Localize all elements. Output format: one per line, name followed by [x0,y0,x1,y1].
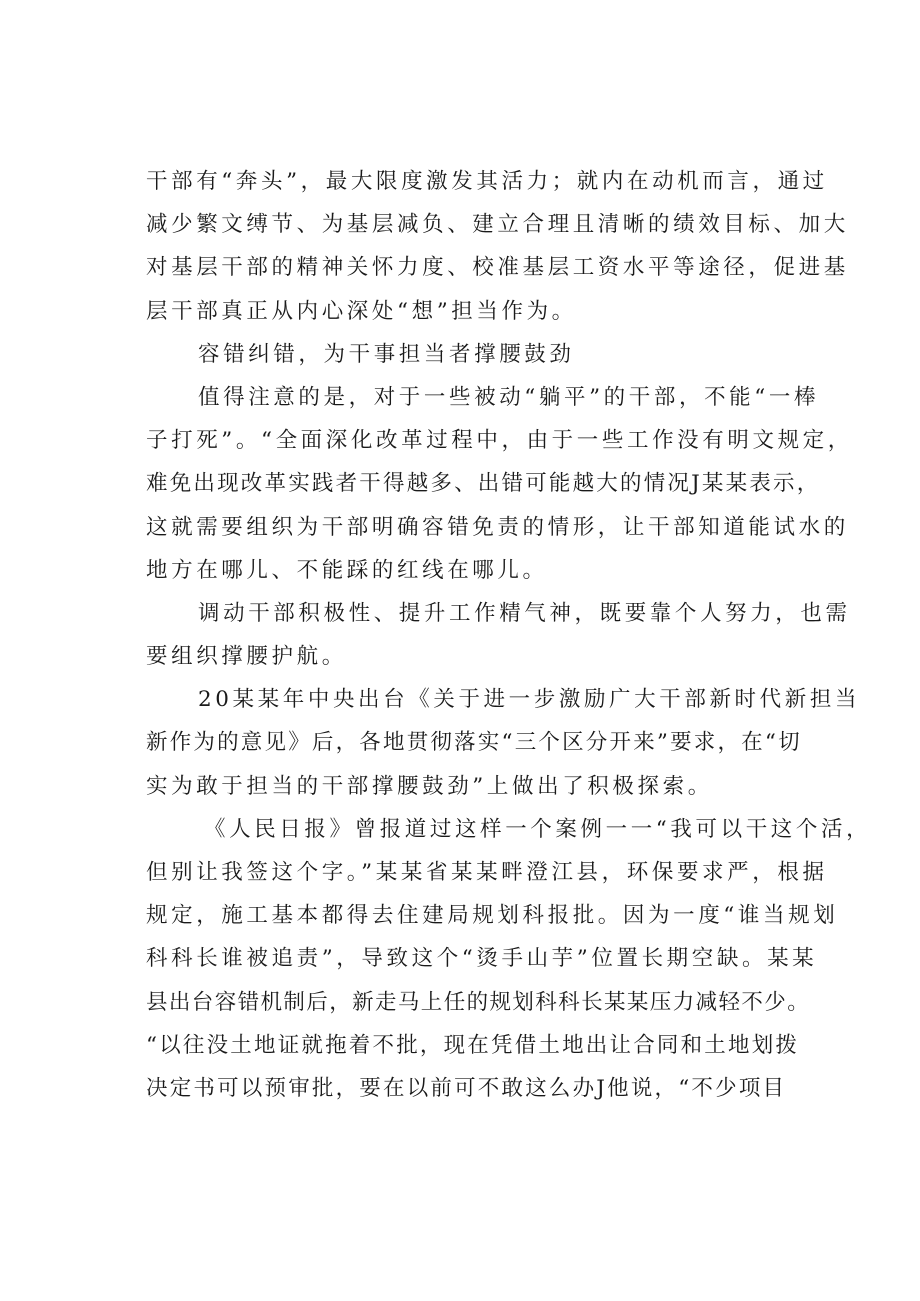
text-line: 减少繁文缚节、为基层减负、建立合理且清晰的绩效目标、加大 [146,212,849,238]
article-body [146,160,872,1110]
section-heading: 容错纠错，为干事担当者撑腰鼓劲 [198,341,575,367]
text-line: 对基层干部的精神关怀力度、校准基层工资水平等途径，促进基 [146,255,849,281]
text-line: 子打死”。“全面深化改革过程中，由于一些工作没有明文规定， [146,428,853,454]
text-line: 值得注意的是，对于一些被动“躺平”的干部，不能“一棒 [198,384,820,410]
text-line: 层干部真正从内心深处“想”担当作为。 [146,298,577,324]
text-line: 县出台容错机制后，新走马上任的规划科科长某某压力减轻不少。 [146,989,811,1015]
text-line: 这就需要组织为干部明确容错免责的情形，让干部知道能试水的 [146,514,849,540]
text-line: 但别让我签这个字。”某某省某某畔澄江县，环保要求严，根据 [146,860,828,885]
text-line: 规定，施工基本都得去住建局规划科报批。因为一度“谁当规划 [146,903,839,929]
text-line: “以往没土地证就拖着不批，现在凭借土地出让合同和土地划拨 [146,1032,800,1058]
text-line: 决定书可以预审批，要在以前可不敢这么办J他说，“不少项目 [146,1075,787,1101]
text-line: 调动干部积极性、提升工作精气神，既要靠个人努力，也需 [198,600,851,626]
text-line: 要组织撑腰护航。 [146,644,347,670]
text-line: 科科长谁被追责”，导致这个“烫手山芋”位置长期空缺。某某 [146,946,818,972]
text-line: 地方在哪儿、不能踩的红线在哪儿。 [146,557,548,583]
text-line: 干部有“奔头”，最大限度激发其活力；就内在动机而言，通过 [146,169,828,194]
text-line: 新作为的意见》后，各地贯彻落实“三个区分开来”要求，在“切 [146,730,802,756]
text-line: 难免出现改革实践者干得越多、出错可能越大的情况J某某表示， [146,471,821,497]
text-line: 实为敢于担当的干部撑腰鼓劲”上做出了积极探索。 [146,773,713,799]
text-line: 《人民日报》曾报道过这样一个案例一一“我可以干这个活， [204,816,872,842]
text-line: 20某某年中央出台《关于进一步激励广大干部新时代新担当 [198,687,861,713]
